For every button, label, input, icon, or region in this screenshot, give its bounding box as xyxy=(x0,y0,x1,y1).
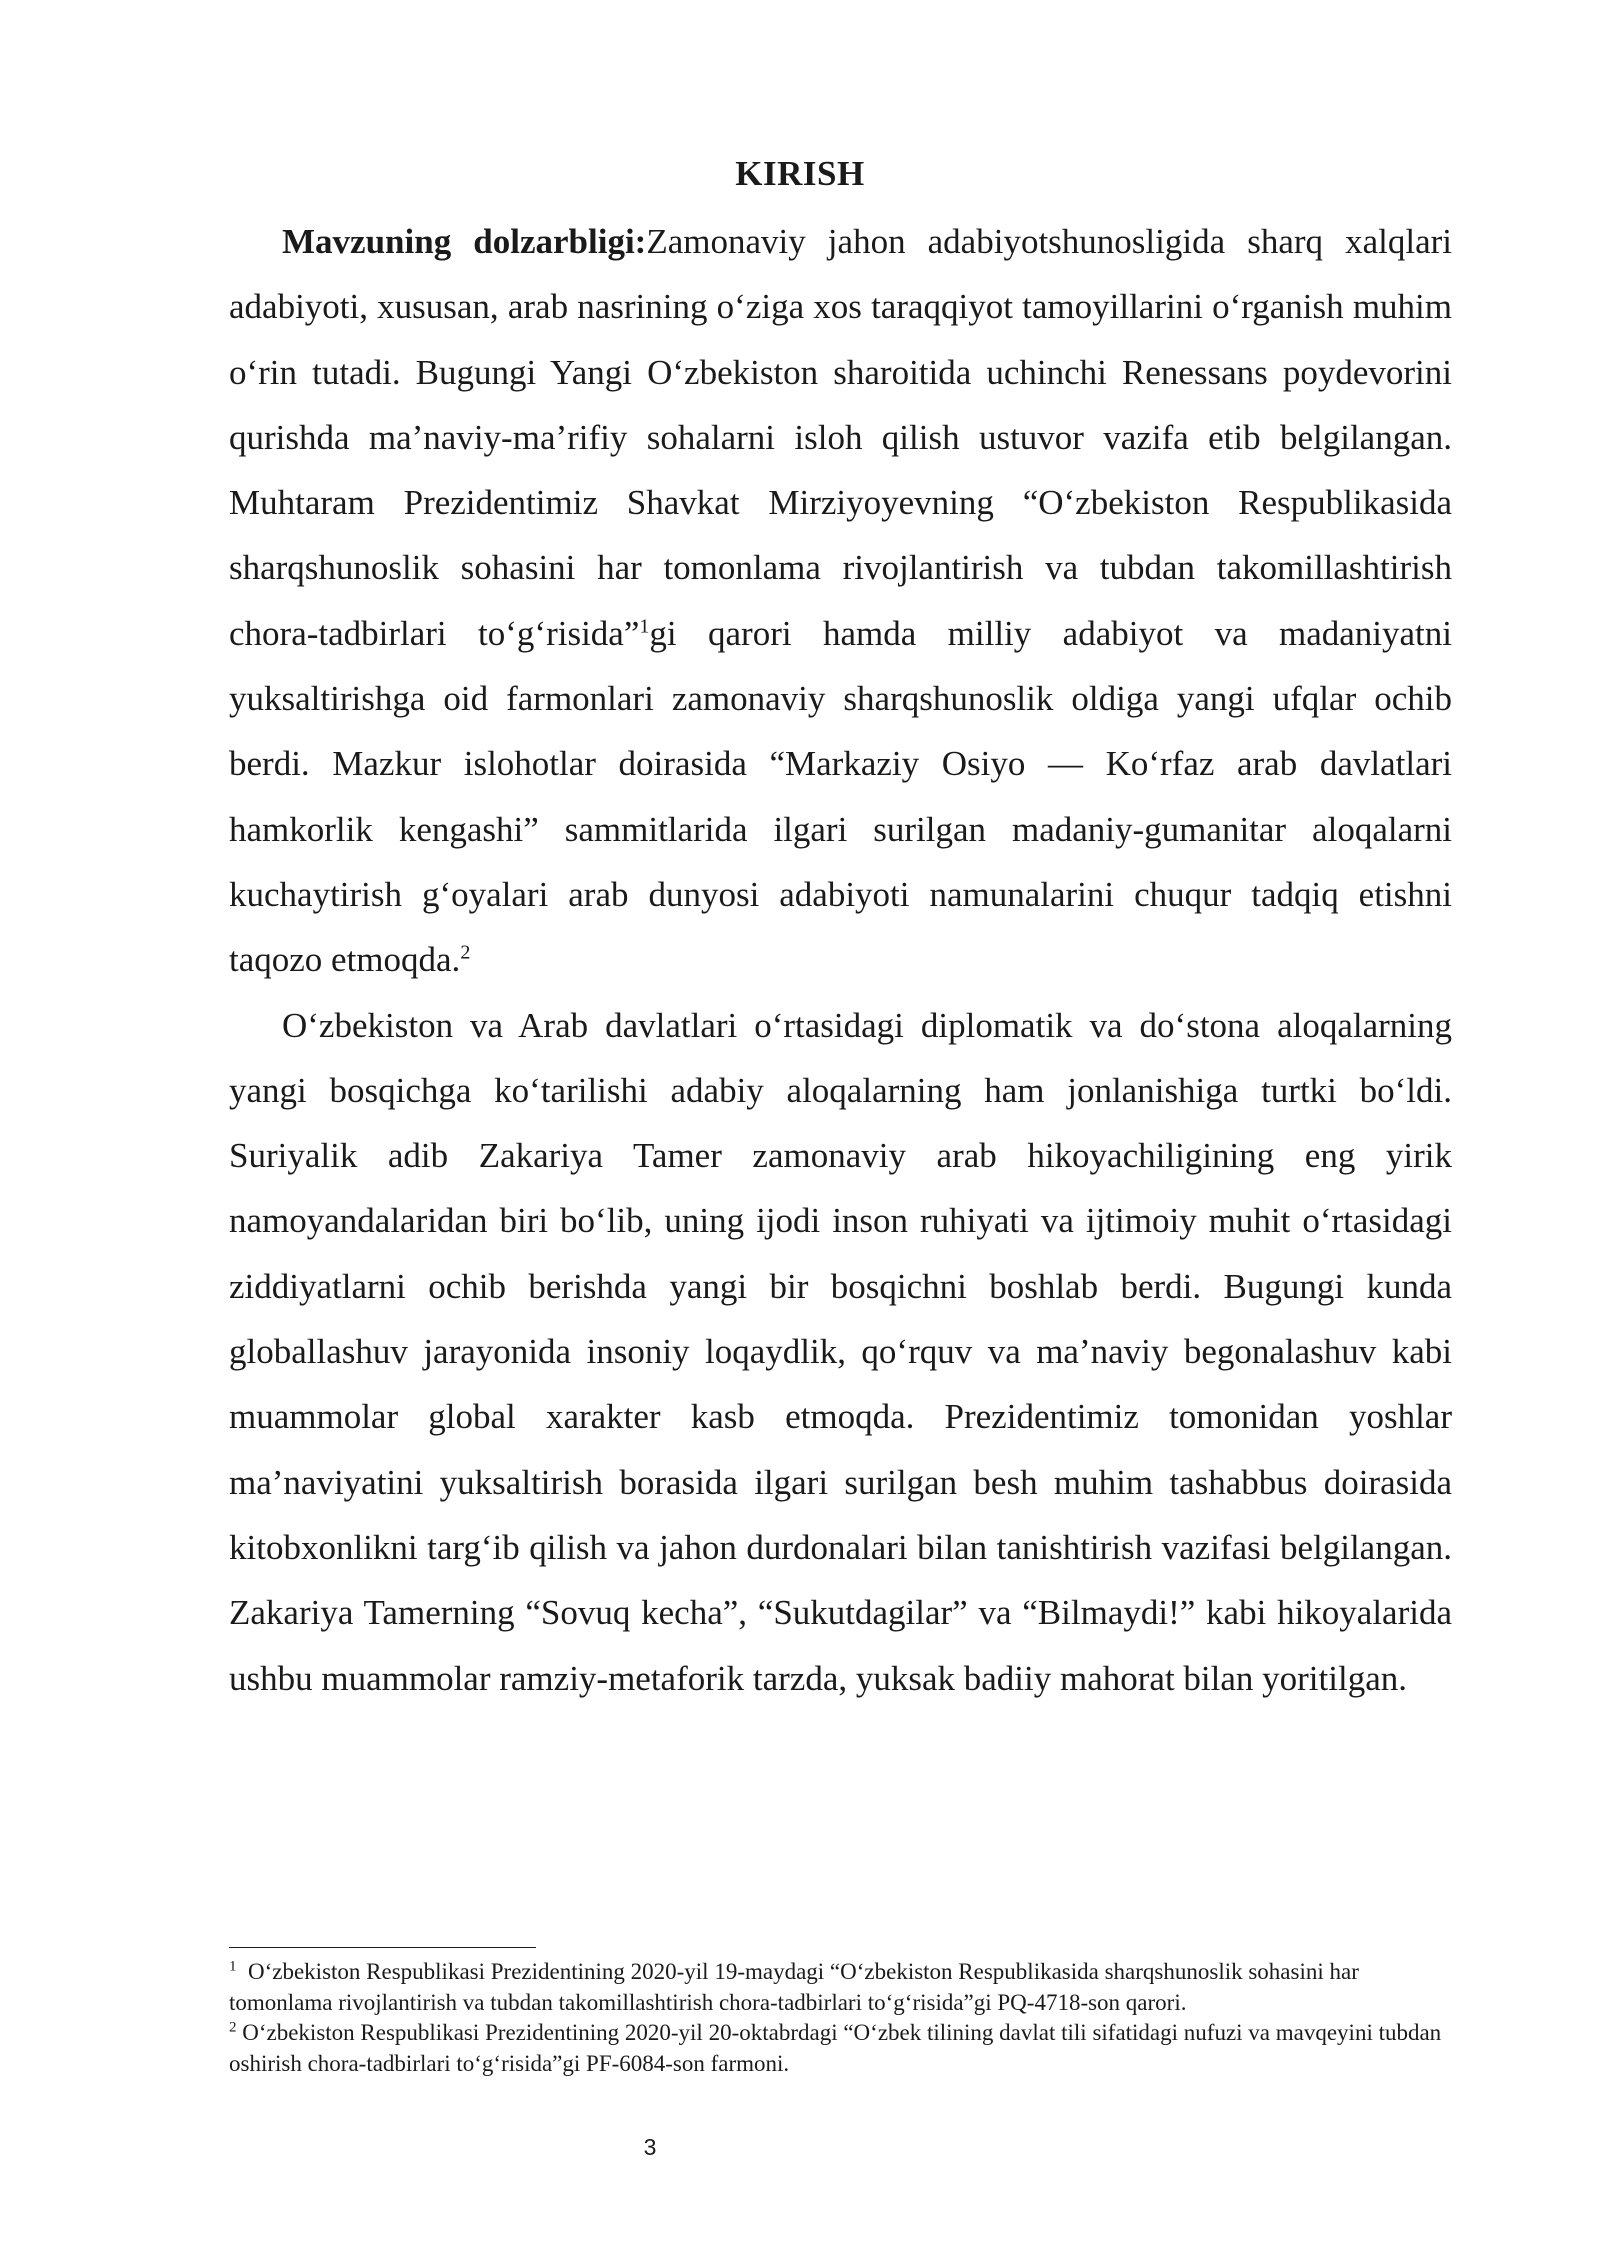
footnote-separator xyxy=(229,1947,536,1948)
footnote-ref[interactable]: 1 xyxy=(639,615,650,638)
paragraph-text: gi qarori hamda milliy adabiyot va madaniyatni yuksaltirishga oid farmonlari zamonaviy sharqshunoslik oldiga yangi ufqlar ochib berdi. Mazkur islohotlar doirasida “Markaziy Osiyo — Ko‘rfaz arab davlatlari hamkorlik kengashi” sammitlarida ilgari surilgan madaniy-gumanitar aloqalarni kuchaytirish g‘oyalari arab dunyosi adabiyoti namunalarini chuqur tadqiq etishni taqozo etmoqda. xyxy=(229,613,1453,980)
footnote-text: O‘zbekiston Respublikasi Prezidentining 2020-yil 19-maydagi “O‘zbekiston Respublikasida sharqshunoslik sohasini har tomonlama rivojlantirish va tubdan takomillashtirish chora-tadbirlari to‘g‘risida”gi PQ-4718-son qarori. xyxy=(229,1959,1359,2015)
footnote-item xyxy=(229,2018,1452,2079)
footnote-marker: 1 xyxy=(229,1958,237,1975)
paragraph-text: Zamonaviy jahon adabiyotshunosligida sharq xalqlari adabiyoti, xususan, arab nasrining o‘ziga xos taraqqiyot tamoyillarini o‘rganish muhim o‘rin tutadi. Bugungi Yangi O‘zbekiston sharoitida uchinchi Renessans poydevorini qurishda ma’naviy-ma’rifiy sohalarni isloh qilish ustuvor vazifa etib belgilangan. Muhtaram Prezidentimiz Shavkat Mirziyoyevning “O‘zbekiston Respublikasida sharqshunoslik sohasini har tomonlama rivojlantirish va tubdan takomillashtirish chora-tadbirlari to‘g‘risida” xyxy=(229,222,1452,653)
body-text xyxy=(229,209,1452,1711)
footnote-ref[interactable]: 2 xyxy=(460,941,471,964)
page-number: 3 xyxy=(643,2134,657,2160)
footnote-marker: 2 xyxy=(229,2019,237,2036)
section-title: KIRISH xyxy=(735,154,865,193)
paragraph-relevance xyxy=(229,209,1452,993)
paragraph-relations: O‘zbekiston va Arab davlatlari o‘rtasidagi diplomatik va do‘stona aloqalarning yangi bosqichga ko‘tarilishi adabiy aloqalarning ham jonlanishiga turtki bo‘ldi. Suriyalik adib Zakariya Tamer zamonaviy arab hikoyachiligining eng yirik namoyandalaridan biri bo‘lib, uning ijodi inson ruhiyati va ijtimoiy muhit o‘rtasidagi ziddiyatlarni ochib berishda yangi bir bosqichni boshlab berdi. Bugungi kunda globallashuv jarayonida insoniy loqaydlik, qo‘rquv va ma’naviy begonalashuv kabi muammolar global xarakter kasb etmoqda. Prezidentimiz tomonidan yoshlar ma’naviyatini yuksaltirish borasida ilgari surilgan besh muhim tashabbus doirasida kitobxonlikni targ‘ib qilish va jahon durdonalari bilan tanishtirish vazifasi belgilangan. Zakariya Tamerning “Sovuq kecha”, “Sukutdagilar” va “Bilmaydi!” kabi hikoyalarida ushbu muammolar ramziy-metaforik tarzda, yuksak badiiy mahorat bilan yoritilgan. xyxy=(229,1005,1452,1698)
footnote-item xyxy=(229,1957,1452,2018)
footnote-text: O‘zbekiston Respublikasi Prezidentining 2020-yil 20-oktabrdagi “O‘zbek tilining davlat tili sifatidagi nufuzi va mavqeyini tubdan oshirish chora-tadbirlari to‘g‘risida”gi PF-6084-son farmoni. xyxy=(229,2020,1442,2076)
paragraph-lead: Mavzuning dolzarbligi: xyxy=(282,222,647,261)
footnotes xyxy=(229,1957,1452,2079)
